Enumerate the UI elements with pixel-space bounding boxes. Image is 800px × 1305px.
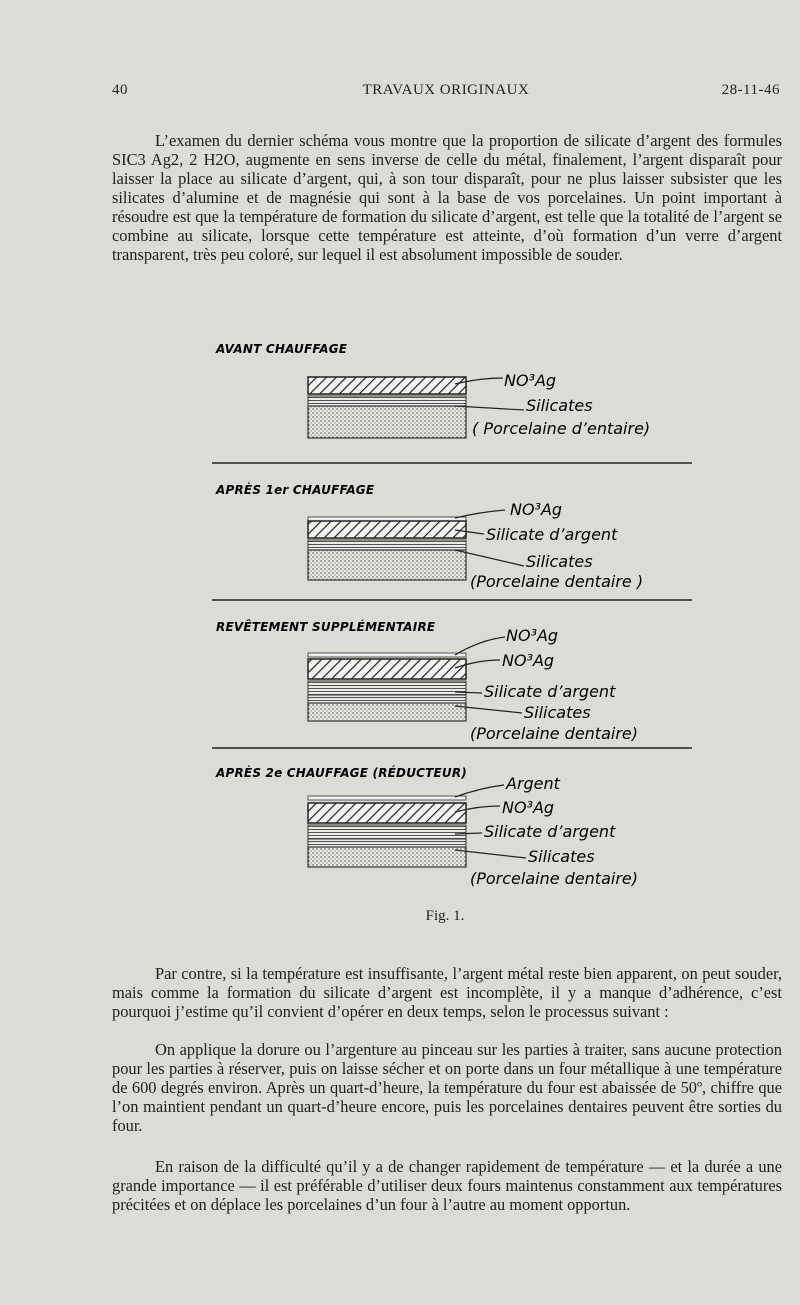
running-header (112, 82, 780, 104)
label-silicates: Silicates (526, 552, 593, 571)
paragraph-4: En raison de la difficulté qu’il y a de changer rapidement de température — et la durée a une grande importance — il est préférable d’utiliser deux fours maintenus constamment aux températures précitées et on déplace les porcelaines d’un four à l’autre au moment opportun. (112, 1157, 782, 1214)
label-silicates: Silicates (528, 847, 595, 866)
layer-porcelain (308, 406, 466, 438)
label-porcelain: (Porcelaine dentaire ) (470, 572, 644, 591)
label-silicate-argent: Silicate d’argent (486, 525, 618, 544)
paragraph-3: On applique la dorure ou l’argenture au pinceau sur les parties à traiter, sans aucune protection pour les parties à réserver, puis on laisse sécher et on porte dans un four métallique à une température de 600 degrés environ. Après un quart-d’heure, la température du four est abaissée de 50º, chiffre que l’on maintient pendant un quart-d’heure encore, puis les porcelaines dentaires peuvent être sorties du four. (112, 1040, 782, 1135)
layer-silicates (308, 695, 466, 703)
layer-no3ag-inner (308, 659, 466, 679)
panel-title: APRÈS 2e CHAUFFAGE (RÉDUCTEUR) (216, 766, 467, 780)
paragraph-1: L’examen du dernier schéma vous montre que la proportion de silicate d’argent des formules SIC3 Ag2, 2 H2O, augmente en sens inverse de celle du métal, finalement, l’argent disparaît pour laisser la place au silicate d’argent, qui, à son tour disparaît, pour ne plus laisser subsister que les silicates d’alumine et de magnésie qui sont à la base de vos porcelaines. Un point important à résoudre est que la température de formation du silicate d’argent, est telle que la totalité de l’argent se combine au silicate, lorsque cette température est atteinte, d’où formation d’un verre d’argent transparent, très peu coloré, sur lequel il est absolument impossible de souder. (112, 131, 782, 264)
panel-title: AVANT CHAUFFAGE (216, 342, 348, 356)
label-silicate-argent: Silicate d’argent (484, 682, 616, 701)
label-porcelain: ( Porcelaine d’entaire) (472, 419, 651, 438)
label-no3ag: NO³Ag (510, 500, 563, 519)
figure-caption: Fig. 1. (425, 908, 465, 924)
page-number: 40 (112, 82, 128, 98)
label-no3ag: NO³Ag (504, 371, 557, 390)
layer-silicate-argent (308, 681, 466, 695)
label-silicate-argent: Silicate d’argent (484, 822, 616, 841)
layer-porcelain (308, 847, 466, 867)
label-silicates: Silicates (526, 396, 593, 415)
paragraph-2: Par contre, si la température est insuffisante, l’argent métal reste bien apparent, on peut souder, mais comme la formation du silicate d’argent est incomplète, il y a manque d’adhérence, c’est pourquoi j’estime qu’il convient d’opérer en deux temps, selon le processus suivant : (112, 964, 782, 1021)
label-porcelain: (Porcelaine dentaire) (470, 869, 638, 888)
layer-silicates (308, 839, 466, 847)
label-argent: Argent (506, 774, 560, 793)
layer-porcelain (308, 550, 466, 580)
label-no3ag: NO³Ag (502, 798, 555, 817)
label-silicates: Silicates (524, 703, 591, 722)
panel-apres-1er-chauffage (212, 482, 692, 600)
panel-title: APRÈS 1er CHAUFFAGE (216, 483, 375, 497)
layer-no3ag (308, 517, 466, 521)
layer-no3ag (308, 803, 466, 823)
layer-silicates (308, 540, 466, 550)
label-no3ag-inner: NO³Ag (502, 651, 555, 670)
layer-silicate-argent (308, 825, 466, 839)
panel-avant-chauffage (212, 342, 692, 463)
panel-title: REVÊTEMENT SUPPLÉMENTAIRE (216, 620, 436, 634)
journal-title: TRAVAUX ORIGINAUX (362, 82, 530, 98)
panel-revetement-supplementaire (212, 619, 692, 748)
layer-no3ag (308, 377, 466, 394)
label-no3ag-outer: NO³Ag (506, 626, 559, 645)
label-porcelain: (Porcelaine dentaire) (470, 724, 638, 743)
issue-date: 28-11-46 (721, 82, 780, 98)
layer-porcelain (308, 703, 466, 721)
layer-silicates (308, 396, 466, 406)
panel-apres-2e-chauffage (215, 765, 638, 888)
layer-silicate-argent (308, 521, 466, 538)
layer-no3ag-outer (308, 653, 466, 657)
layer-argent (308, 796, 466, 800)
